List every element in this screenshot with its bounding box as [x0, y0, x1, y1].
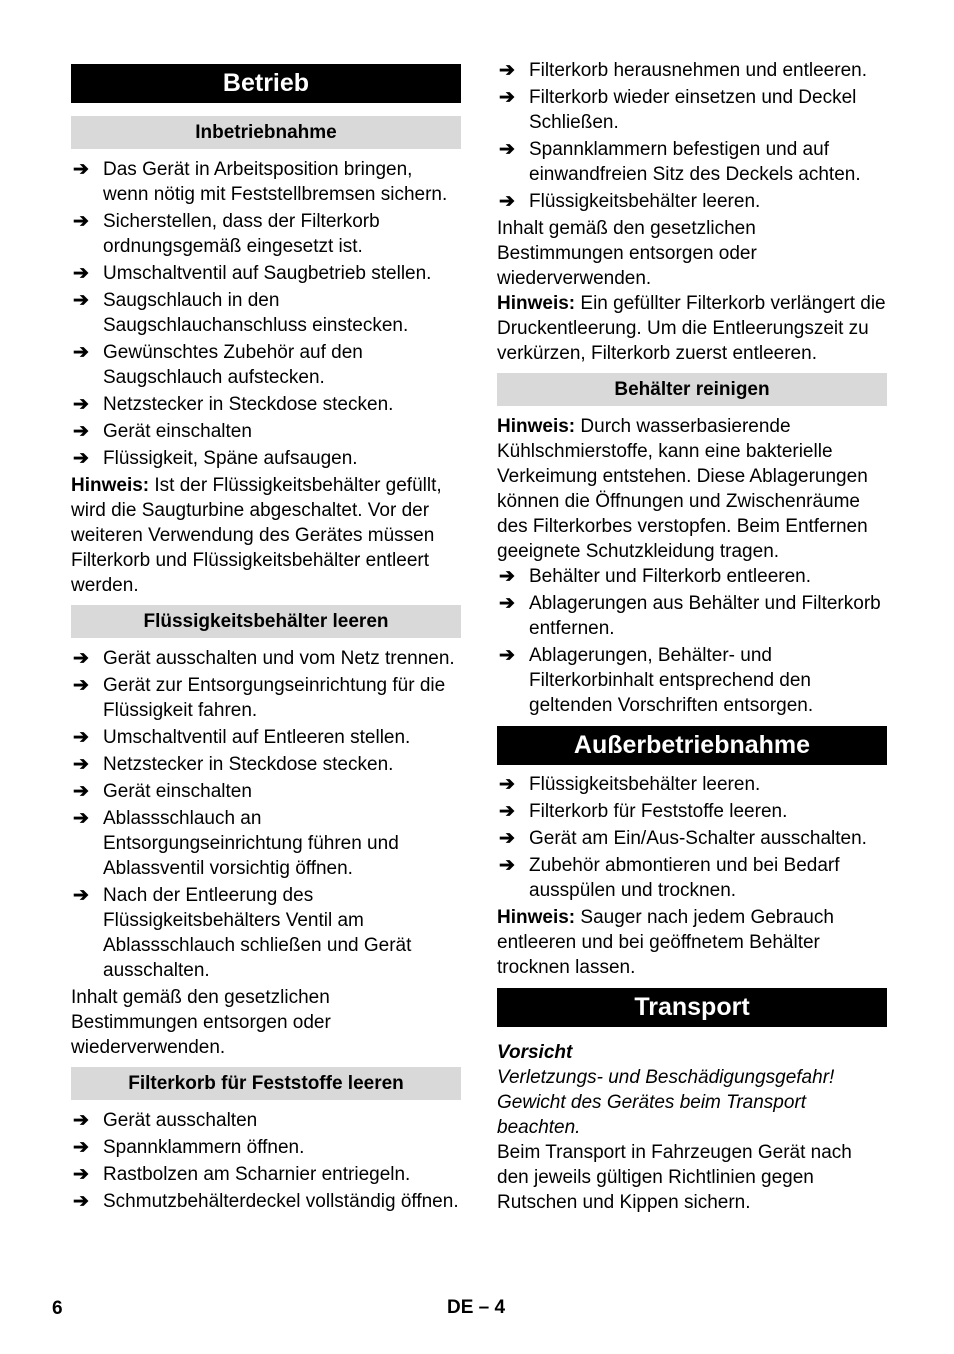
- note-text: Ein gefüllter Filterkorb verlängert die Druckentleerung. Um die Entleerungszeit zu verkürzen, Filterkorb zuerst entleeren.: [497, 293, 886, 364]
- list-item: [71, 446, 461, 471]
- list-item-text: Gerät am Ein/Aus-Schalter ausschalten.: [529, 828, 867, 849]
- arrow-right-icon: ➔: [73, 727, 89, 748]
- note-label: Hinweis:: [497, 907, 576, 928]
- section-title-betrieb: Betrieb: [71, 64, 461, 103]
- arrow-right-icon: ➔: [73, 1110, 89, 1131]
- steps-ausserbetriebnahme: [497, 772, 887, 903]
- list-item-text: Spannklammern öffnen.: [103, 1137, 305, 1158]
- list-item-text: Zubehör abmontieren und bei Bedarf ausspülen und trocknen.: [529, 855, 840, 901]
- arrow-right-icon: ➔: [499, 828, 515, 849]
- list-item-text: Ablagerungen aus Behälter und Filterkorb entfernen.: [529, 593, 881, 639]
- list-item-text: Gerät ausschalten: [103, 1110, 258, 1131]
- list-item-text: Sicherstellen, dass der Filterkorb ordnungsgemäß eingesetzt ist.: [103, 211, 380, 257]
- arrow-right-icon: ➔: [73, 394, 89, 415]
- note-text: Ist der Flüssigkeitsbehälter gefüllt, wird die Saugturbine abgeschaltet. Vor der weiteren Verwendung des Gerätes müssen Filterkorb und Flüssigkeitsbehälter entleert werden.: [71, 475, 442, 596]
- list-item: [497, 799, 887, 824]
- arrow-right-icon: ➔: [499, 645, 515, 666]
- note-ausserbetriebnahme: [497, 905, 887, 980]
- arrow-right-icon: ➔: [499, 801, 515, 822]
- arrow-right-icon: ➔: [73, 808, 89, 829]
- section-title-transport: Transport: [497, 988, 887, 1027]
- list-item: [497, 772, 887, 797]
- list-item-text: Nach der Entleerung des Flüssigkeitsbehälters Ventil am Ablassschlauch schließen und Gerät ausschalten.: [103, 885, 412, 981]
- list-item: [71, 419, 461, 444]
- list-item-text: Ablassschlauch an Entsorgungseinrichtung führen und Ablassventil vorsichtig öffnen.: [103, 808, 399, 879]
- arrow-right-icon: ➔: [73, 448, 89, 469]
- caution-heading: [497, 1040, 887, 1065]
- arrow-right-icon: ➔: [499, 566, 515, 587]
- right-column: [497, 58, 887, 1215]
- arrow-right-icon: ➔: [73, 342, 89, 363]
- list-item: [497, 826, 887, 851]
- list-item: [497, 58, 887, 83]
- arrow-right-icon: ➔: [73, 675, 89, 696]
- steps-behaelter: [497, 564, 887, 718]
- list-item: [71, 1108, 461, 1133]
- list-item: [71, 1189, 461, 1214]
- text-filterkorb-continued: Inhalt gemäß den gesetzlichen Bestimmungen entsorgen oder wiederverwenden.: [497, 218, 757, 289]
- section-title-ausserbetriebnahme: Außerbetriebnahme: [497, 726, 887, 765]
- list-item: [71, 157, 461, 207]
- list-item: [71, 673, 461, 723]
- list-item-text: Behälter und Filterkorb entleeren.: [529, 566, 811, 587]
- steps-fluessigkeitsbehaelter: [71, 646, 461, 983]
- list-item: [71, 288, 461, 338]
- list-item-text: Saugschlauch in den Saugschlauchanschluss einstecken.: [103, 290, 409, 336]
- note-inbetriebnahme: [71, 473, 461, 598]
- list-item: [497, 137, 887, 187]
- list-item-text: Netzstecker in Steckdose stecken.: [103, 394, 394, 415]
- list-item: [71, 806, 461, 881]
- arrow-right-icon: ➔: [73, 885, 89, 906]
- list-item: [71, 752, 461, 777]
- list-item: [497, 189, 887, 214]
- arrow-right-icon: ➔: [499, 855, 515, 876]
- arrow-right-icon: ➔: [73, 1137, 89, 1158]
- caution-text: Verletzungs- und Beschädigungsgefahr! Gewicht des Gerätes beim Transport beachten.: [497, 1067, 835, 1138]
- arrow-right-icon: ➔: [499, 87, 515, 108]
- list-item-text: Ablagerungen, Behälter- und Filterkorbinhalt entsprechend den geltenden Vorschriften entsorgen.: [529, 645, 814, 716]
- note-label: Hinweis:: [497, 293, 576, 314]
- note-filterkorb: [497, 291, 887, 366]
- subsection-title-filterkorb: Filterkorb für Feststoffe leeren: [71, 1067, 461, 1100]
- list-item: [71, 779, 461, 804]
- language-page-label: DE – 4: [447, 1297, 506, 1318]
- list-item-text: Gerät zur Entsorgungseinrichtung für die Flüssigkeit fahren.: [103, 675, 446, 721]
- note-text: Durch wasserbasierende Kühlschmierstoffe, kann eine bakterielle Verkeimung entstehen. Diese Ablagerungen können die Öffnungen und Zwischenräume des Filterkorbes verstopfen. Beim Entfernen geeignete Schutzkleidung tragen.: [497, 416, 868, 562]
- list-item-text: Umschaltventil auf Entleeren stellen.: [103, 727, 411, 748]
- list-item-text: Flüssigkeitsbehälter leeren.: [529, 191, 761, 212]
- list-item: [71, 646, 461, 671]
- page-number: 6: [52, 1298, 63, 1319]
- arrow-right-icon: ➔: [499, 191, 515, 212]
- list-item: [71, 392, 461, 417]
- text-fluessigkeitsbehaelter: Inhalt gemäß den gesetzlichen Bestimmungen entsorgen oder wiederverwenden.: [71, 987, 331, 1058]
- list-item-text: Spannklammern befestigen und auf einwandfreien Sitz des Deckels achten.: [529, 139, 861, 185]
- arrow-right-icon: ➔: [73, 754, 89, 775]
- arrow-right-icon: ➔: [73, 159, 89, 180]
- steps-filterkorb: [71, 1108, 461, 1214]
- list-item-text: Netzstecker in Steckdose stecken.: [103, 754, 394, 775]
- list-item-text: Gerät einschalten: [103, 781, 252, 802]
- list-item-text: Rastbolzen am Scharnier entriegeln.: [103, 1164, 411, 1185]
- list-item-text: Filterkorb für Feststoffe leeren.: [529, 801, 788, 822]
- arrow-right-icon: ➔: [499, 139, 515, 160]
- list-item-text: Das Gerät in Arbeitsposition bringen, wenn nötig mit Feststellbremsen sichern.: [103, 159, 448, 205]
- arrow-right-icon: ➔: [73, 1191, 89, 1212]
- arrow-right-icon: ➔: [73, 421, 89, 442]
- list-item: [497, 643, 887, 718]
- caution-label: Vorsicht: [497, 1042, 573, 1063]
- list-item-text: Filterkorb herausnehmen und entleeren.: [529, 60, 867, 81]
- list-item: [71, 209, 461, 259]
- steps-inbetriebnahme: [71, 157, 461, 471]
- list-item-text: Umschaltventil auf Saugbetrieb stellen.: [103, 263, 432, 284]
- note-label: Hinweis:: [497, 416, 576, 437]
- list-item-text: Filterkorb wieder einsetzen und Deckel Schließen.: [529, 87, 857, 133]
- arrow-right-icon: ➔: [73, 263, 89, 284]
- list-item-text: Schmutzbehälterdeckel vollständig öffnen.: [103, 1191, 459, 1212]
- subsection-title-fluessigkeitsbehaelter: Flüssigkeitsbehälter leeren: [71, 605, 461, 638]
- list-item: [71, 725, 461, 750]
- list-item-text: Flüssigkeitsbehälter leeren.: [529, 774, 761, 795]
- list-item-text: Gerät einschalten: [103, 421, 252, 442]
- list-item: [71, 1135, 461, 1160]
- note-label: Hinweis:: [71, 475, 150, 496]
- list-item: [71, 1162, 461, 1187]
- text-transport: Beim Transport in Fahrzeugen Gerät nach den jeweils gültigen Richtlinien gegen Rutschen und Kippen sichern.: [497, 1142, 852, 1213]
- list-item-text: Flüssigkeit, Späne aufsaugen.: [103, 448, 358, 469]
- subsection-title-inbetriebnahme: Inbetriebnahme: [71, 116, 461, 149]
- arrow-right-icon: ➔: [73, 781, 89, 802]
- arrow-right-icon: ➔: [73, 648, 89, 669]
- list-item: [71, 340, 461, 390]
- note-behaelter: [497, 414, 887, 564]
- list-item: [71, 883, 461, 983]
- list-item-text: Gewünschtes Zubehör auf den Saugschlauch aufstecken.: [103, 342, 363, 388]
- list-item-text: Gerät ausschalten und vom Netz trennen.: [103, 648, 455, 669]
- arrow-right-icon: ➔: [73, 211, 89, 232]
- arrow-right-icon: ➔: [73, 290, 89, 311]
- arrow-right-icon: ➔: [499, 774, 515, 795]
- arrow-right-icon: ➔: [499, 593, 515, 614]
- left-column: [71, 64, 461, 1216]
- list-item: [497, 591, 887, 641]
- steps-filterkorb-continued: [497, 58, 887, 214]
- arrow-right-icon: ➔: [499, 60, 515, 81]
- list-item: [497, 564, 887, 589]
- list-item: [497, 85, 887, 135]
- arrow-right-icon: ➔: [73, 1164, 89, 1185]
- list-item: [497, 853, 887, 903]
- subsection-title-behaelter-reinigen: Behälter reinigen: [497, 373, 887, 406]
- note-text: Sauger nach jedem Gebrauch entleeren und bei geöffnetem Behälter trocknen lassen.: [497, 907, 834, 978]
- list-item: [71, 261, 461, 286]
